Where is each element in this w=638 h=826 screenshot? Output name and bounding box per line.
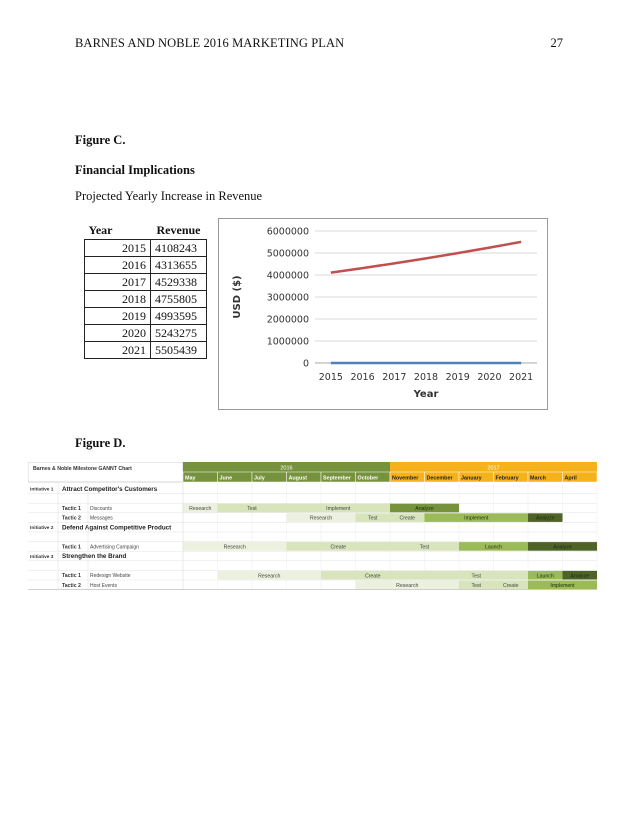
month-label: December (426, 475, 453, 482)
initiative-title: Defend Against Competitive Product (62, 524, 172, 532)
tactic-name: Redesign Website (90, 573, 131, 580)
month-label: October (357, 475, 379, 482)
tactic-name: Host Events (90, 582, 117, 589)
year-cell: 2016 (85, 257, 151, 274)
table-row (85, 308, 207, 325)
y-tick-label: 5000000 (266, 248, 309, 260)
gantt-bar-label: Research (223, 544, 246, 551)
x-tick-label: 2018 (413, 372, 439, 383)
gantt-canvas (28, 462, 610, 618)
month-label: April (564, 475, 577, 482)
gantt-bar-label: Implement (464, 515, 489, 522)
x-axis-title: Year (413, 389, 439, 400)
revenue-cell: 5505439 (151, 342, 207, 359)
revenue-cell: 4993595 (151, 308, 207, 325)
year-cell: 2018 (85, 291, 151, 308)
figure-c-heading: Financial Implications (75, 163, 195, 177)
gantt-bar-label: Test (247, 506, 257, 513)
gantt-bar-label: Research (258, 573, 281, 580)
gantt-bar-label: Implement (550, 582, 575, 589)
tactic-id: Tactic 1 (62, 506, 81, 512)
month-label: September (323, 475, 351, 482)
y-tick-label: 2000000 (266, 314, 309, 326)
initiative-id: Initiative 2 (30, 526, 54, 532)
gantt-bar-label: Analyze (415, 506, 434, 513)
revenue-cell: 5243275 (151, 325, 207, 342)
table-row (85, 325, 207, 342)
gantt-bar-label: Test (471, 573, 482, 580)
year-cell: 2021 (85, 342, 151, 359)
gantt-bar-label: Test (471, 582, 482, 589)
table-row (85, 274, 207, 291)
month-label: July (254, 475, 265, 482)
table-header-revenue: Revenue (151, 222, 207, 240)
year-label: 2016 (280, 465, 293, 472)
gantt-title: Barnes & Noble Milestone GANNT Chart (33, 466, 132, 472)
page-number: 27 (550, 36, 563, 50)
figure-d-label: Figure D. (75, 436, 126, 450)
y-tick-label: 4000000 (266, 270, 309, 282)
year-cell: 2015 (85, 240, 151, 257)
gantt-title-cell (28, 462, 183, 482)
revenue-cell: 4313655 (151, 257, 207, 274)
revenue-cell: 4529338 (151, 274, 207, 291)
month-label: November (392, 475, 419, 482)
gantt-bar-label: Create (364, 573, 381, 580)
x-tick-label: 2015 (318, 372, 343, 383)
gantt-chart (28, 462, 610, 623)
gantt-bar-label: Test (367, 515, 378, 522)
y-tick-label: 0 (302, 358, 309, 370)
year-cell: 2017 (85, 274, 151, 291)
y-tick-label: 1000000 (266, 336, 309, 348)
figure-c-caption: Projected Yearly Increase in Revenue (75, 189, 263, 203)
x-tick-label: 2017 (382, 372, 407, 383)
table-row (85, 342, 207, 359)
tactic-id: Tactic 2 (62, 582, 81, 589)
gantt-bar-label: Launch (484, 544, 503, 551)
month-label: January (461, 475, 482, 482)
table-row (85, 257, 207, 274)
y-axis-title: USD ($) (232, 275, 243, 319)
table-header-year: Year (85, 222, 151, 240)
y-tick-label: 3000000 (266, 292, 309, 304)
gantt-bar-label: Launch (536, 573, 554, 580)
tactic-id: Tactic 2 (62, 515, 81, 522)
figure-c-label: Figure C. (75, 133, 126, 147)
gantt-bar-label: Analyze (570, 573, 589, 580)
month-label: August (288, 475, 308, 482)
year-cell: 2019 (85, 308, 151, 325)
revenue-cell: 4108243 (151, 240, 207, 257)
gantt-bar-label: Research (189, 506, 212, 513)
gantt-bar-label: Test (419, 544, 430, 551)
tactic-id: Tactic 1 (62, 573, 81, 580)
gantt-bar-label: Research (309, 515, 333, 522)
x-tick-label: 2020 (477, 372, 502, 383)
revenue-line-chart (218, 218, 548, 410)
year-cell: 2020 (85, 325, 151, 342)
tactic-name: Messages (90, 515, 113, 522)
revenue-table (84, 222, 207, 359)
gantt-bar-label: Analyze (553, 544, 572, 551)
x-tick-label: 2021 (509, 372, 534, 383)
gantt-bar-label: Implement (326, 506, 351, 513)
gantt-bar-label: Research (396, 582, 419, 589)
gantt-bar-label: Create (399, 515, 416, 522)
month-label: May (185, 475, 196, 482)
gantt-bar-label: Analyze (536, 515, 555, 522)
gantt-bar-label: Create (502, 582, 519, 589)
tactic-name: Advertising Campaign (90, 544, 139, 551)
initiative-title: Attract Competitor's Customers (62, 486, 158, 493)
initiative-id: Initiative 1 (30, 487, 54, 493)
initiative-id: Initiative 3 (30, 554, 54, 560)
y-tick-label: 6000000 (266, 226, 309, 238)
tactic-name: Discounts (90, 506, 112, 512)
x-tick-label: 2019 (445, 372, 470, 383)
month-label: June (219, 475, 233, 482)
year-label: 2017 (487, 465, 500, 472)
series-line (331, 242, 521, 273)
month-label: March (530, 475, 546, 482)
initiative-title: Strengthen the Brand (62, 553, 127, 561)
x-tick-label: 2016 (350, 372, 375, 383)
revenue-cell: 4755805 (151, 291, 207, 308)
chart-canvas (219, 219, 547, 409)
month-label: February (495, 475, 519, 482)
gantt-bar-label: Create (330, 544, 347, 551)
table-row (85, 291, 207, 308)
tactic-id: Tactic 1 (62, 544, 81, 551)
table-row (85, 240, 207, 257)
running-header: BARNES AND NOBLE 2016 MARKETING PLAN (75, 36, 345, 50)
